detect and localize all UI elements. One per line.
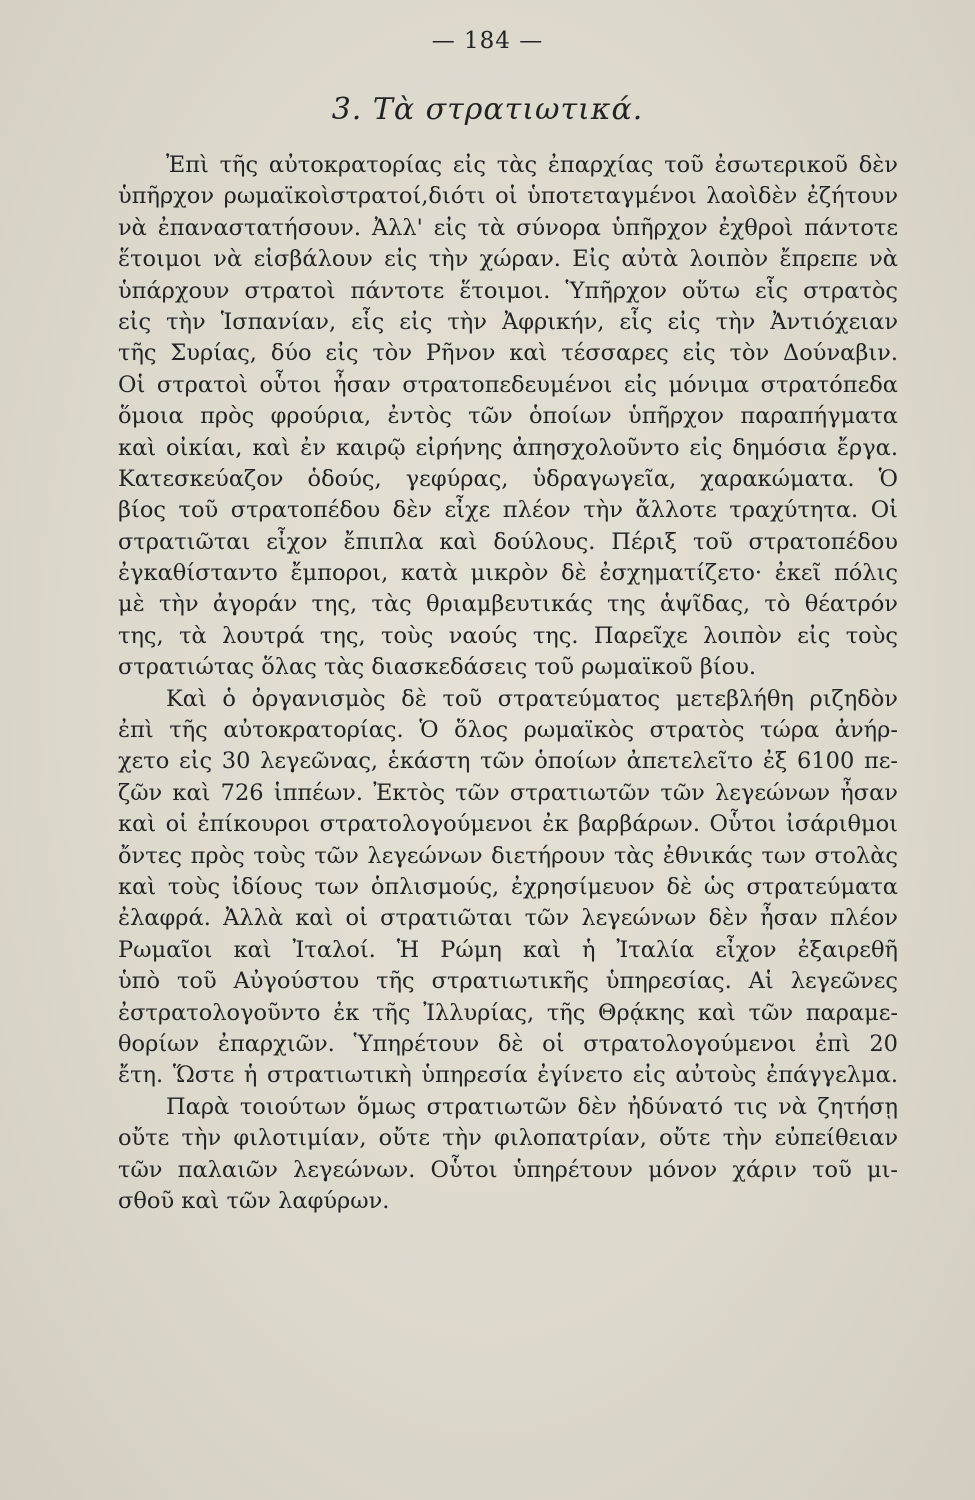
text-line: σθοῦ καὶ τῶν λαφύρων. bbox=[118, 1187, 390, 1214]
text-line: βίος τοῦ στρατοπέδου δὲν εἶχε πλέον τὴν ἄλλοτε τραχύτητα. Οἱ bbox=[118, 497, 898, 524]
text-line: θορίων ἐπαρχιῶν. Ὑπηρέτουν δὲ οἱ στρατολογούμενοι ἐπὶ 20 bbox=[118, 1030, 898, 1057]
text-line: ἐστρατολογοῦντο ἐκ τῆς Ἰλλυρίας, τῆς Θρᾴκης καὶ τῶν παραμε- bbox=[118, 999, 898, 1026]
text-line: καὶ τοὺς ἰδίους των ὁπλισμούς, ἐχρησίμευον δὲ ὡς στρατεύματα bbox=[118, 873, 898, 900]
text-line: τῶν παλαιῶν λεγεώνων. Οὗτοι ὑπηρέτουν μόνον χάριν τοῦ μι- bbox=[118, 1156, 898, 1183]
text-line: μὲ τὴν ἀγοράν της, τὰς θριαμβευτικάς της ἁψῖδας, τὸ θέατρόν bbox=[118, 591, 898, 618]
chapter-title: 3. Τὰ στρατιωτικά. bbox=[331, 92, 644, 127]
body-text bbox=[118, 150, 898, 1217]
text-line: Ρωμαῖοι καὶ Ἰταλοί. Ἡ Ρώμη καὶ ἡ Ἰταλία εἶχον ἐξαιρεθῆ bbox=[118, 936, 898, 963]
text-line: Παρὰ τοιούτων ὅμως στρατιωτῶν δὲν ἠδύνατό τις νὰ ζητήσῃ bbox=[166, 1093, 898, 1120]
text-line: Ἐπὶ τῆς αὐτοκρατορίας εἰς τὰς ἐπαρχίας τοῦ ἐσωτερικοῦ δὲν bbox=[166, 152, 898, 178]
text-line: ἐπὶ τῆς αὐτοκρατορίας. Ὁ ὅλος ρωμαϊκὸς στρατὸς τώρα ἀνήρ- bbox=[118, 717, 898, 744]
text-line: ὑπὸ τοῦ Αὐγούστου τῆς στρατιωτικῆς ὑπηρεσίας. Αἱ λεγεῶνες bbox=[118, 968, 898, 995]
text-line: ἐλαφρά. Ἀλλὰ καὶ οἱ στρατιῶται τῶν λεγεώνων δὲν ἦσαν πλέον bbox=[118, 905, 898, 932]
page-number: — 184 — bbox=[431, 28, 544, 54]
text-line: της, τὰ λουτρά της, τοὺς ναούς της. Παρεῖχε λοιπὸν εἰς τοὺς bbox=[118, 622, 898, 649]
text-line: ὄντες πρὸς τοὺς τῶν λεγεώνων διετήρουν τὰς ἐθνικάς των στολὰς bbox=[118, 842, 898, 869]
text-line: καὶ οἱ ἐπίκουροι στρατολογούμενοι ἐκ βαρβάρων. Οὗτοι ἰσάριθμοι bbox=[118, 811, 898, 838]
text-line: Καὶ ὁ ὀργανισμὸς δὲ τοῦ στρατεύματος μετεβλήθη ριζηδὸν bbox=[166, 685, 898, 712]
text-line: στρατιῶται εἶχον ἔπιπλα καὶ δούλους. Πέριξ τοῦ στρατοπέδου bbox=[118, 528, 898, 555]
text-line: ὑπάρχουν στρατοὶ πάντοτε ἕτοιμοι. Ὑπῆρχον οὕτω εἷς στρατὸς bbox=[118, 277, 898, 304]
text-line: ἔτη. Ὥστε ἡ στρατιωτικὴ ὑπηρεσία ἐγίνετο εἰς αὐτοὺς ἐπάγγελμα. bbox=[118, 1062, 898, 1089]
text-line: ζῶν καὶ 726 ἱππέων. Ἐκτὸς τῶν στρατιωτῶν τῶν λεγεώνων ἦσαν bbox=[118, 779, 898, 806]
text-line: Οἱ στρατοὶ οὗτοι ἦσαν στρατοπεδευμένοι εἰς μόνιμα στρατόπεδα bbox=[118, 371, 898, 398]
text-line: οὔτε τὴν φιλοτιμίαν, οὔτε τὴν φιλοπατρίαν, οὔτε τὴν εὐπείθειαν bbox=[118, 1125, 898, 1152]
text-line: καὶ οἰκίαι, καὶ ἐν καιρῷ εἰρήνης ἀπησχολοῦντο εἰς δημόσια ἔργα. bbox=[118, 434, 898, 461]
text-line: τῆς Συρίας, δύο εἰς τὸν Ρῆνον καὶ τέσσαρες εἰς τὸν Δούναβιν. bbox=[118, 340, 898, 367]
text-line: Κατεσκεύαζον ὁδούς, γεφύρας, ὑδραγωγεῖα, χαρακώματα. Ὁ bbox=[118, 465, 898, 492]
text-line: ἕτοιμοι νὰ εἰσβάλουν εἰς τὴν χώραν. Εἰς αὐτὰ λοιπὸν ἔπρεπε νὰ bbox=[118, 246, 898, 273]
text-line: νὰ ἐπαναστατήσουν. Ἀλλ' εἰς τὰ σύνορα ὑπῆρχον ἐχθροὶ πάντοτε bbox=[118, 214, 898, 241]
text-line: χετο εἰς 30 λεγεῶνας, ἑκάστη τῶν ὁποίων ἀπετελεῖτο ἐξ 6100 πε- bbox=[118, 748, 898, 775]
text-line: ὑπῆρχον ρωμαϊκοὶστρατοί,διότι οἱ ὑποτεταγμένοι λαοὶδὲν ἐζήτουν bbox=[118, 183, 898, 210]
text-line: εἰς τὴν Ἱσπανίαν, εἷς εἰς τὴν Ἀφρικήν, εἷς εἰς τὴν Ἀντιόχειαν bbox=[118, 308, 898, 335]
text-line: στρατιώτας ὅλας τὰς διασκεδάσεις τοῦ ρωμαϊκοῦ βίου. bbox=[118, 654, 757, 681]
text-line: ἐγκαθίσταντο ἔμποροι, κατὰ μικρὸν δὲ ἐσχηματίζετο· ἐκεῖ πόλις bbox=[118, 560, 898, 587]
text-line: ὅμοια πρὸς φρούρια, ἐντὸς τῶν ὁποίων ὑπῆρχον παραπήγματα bbox=[118, 403, 898, 430]
